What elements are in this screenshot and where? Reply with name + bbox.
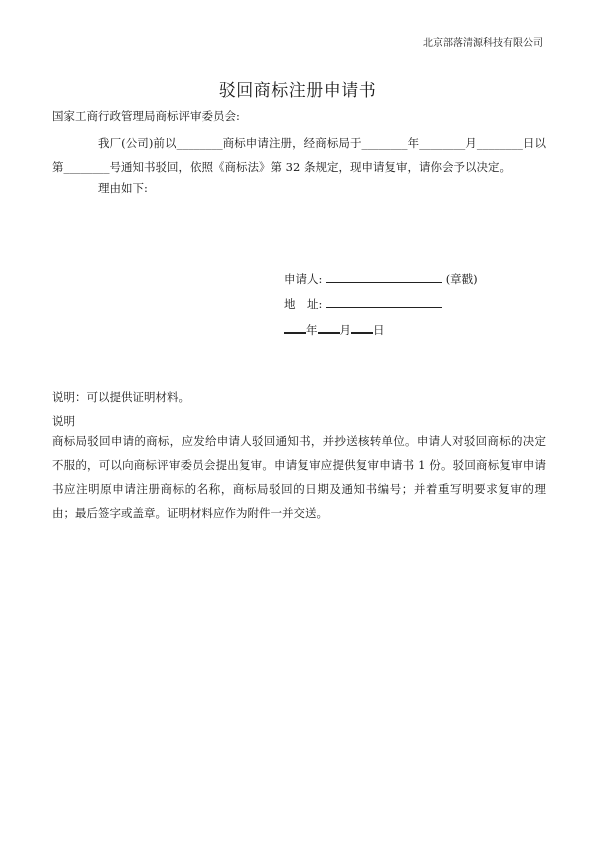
date-row — [284, 320, 385, 338]
address-label: 地 址: — [284, 297, 323, 311]
month-blank — [318, 320, 340, 334]
company-name: 北京部落清源科技有限公司 — [423, 38, 543, 49]
applicant-label: 申请人: — [284, 272, 323, 286]
day-label: 日 — [373, 323, 385, 337]
year-label: 年 — [306, 323, 318, 337]
note-heading: 说明 — [52, 414, 75, 428]
year-blank — [284, 320, 306, 334]
document-title: 驳回商标注册申请书 — [218, 81, 377, 101]
address-blank — [326, 295, 442, 308]
seal-note: (章戳) — [445, 272, 478, 286]
application-body: 我厂(公司)前以________商标申请注册，经商标局于________年________月________日以第________号通知书驳回，依照《商标法》第 32 条规定，现申请复审，请你会予以决定。 — [52, 136, 546, 174]
address-row — [284, 295, 442, 312]
addressee: 国家工商行政管理局商标评审委员会: — [52, 109, 240, 123]
month-label: 月 — [339, 323, 351, 337]
applicant-blank — [326, 270, 442, 283]
day-blank — [351, 320, 373, 334]
reason-label: 理由如下: — [98, 181, 148, 195]
note-paragraph: 商标局驳回申请的商标，应发给申请人驳回通知书，并抄送核转单位。申请人对驳回商标的决定不服的，可以向商标评审委员会提出复审。申请复审应提供复审申请书 1 份。驳回商标复审申请书应注明原申请注册商标的名称，商标局驳回的日期及通知书编号；并着重写明要求复审的理由；最后签字或盖章。证明材料应作为附件一并交送。 — [52, 434, 546, 520]
note-line: 说明：可以提供证明材料。 — [52, 390, 190, 404]
applicant-row — [284, 270, 478, 287]
